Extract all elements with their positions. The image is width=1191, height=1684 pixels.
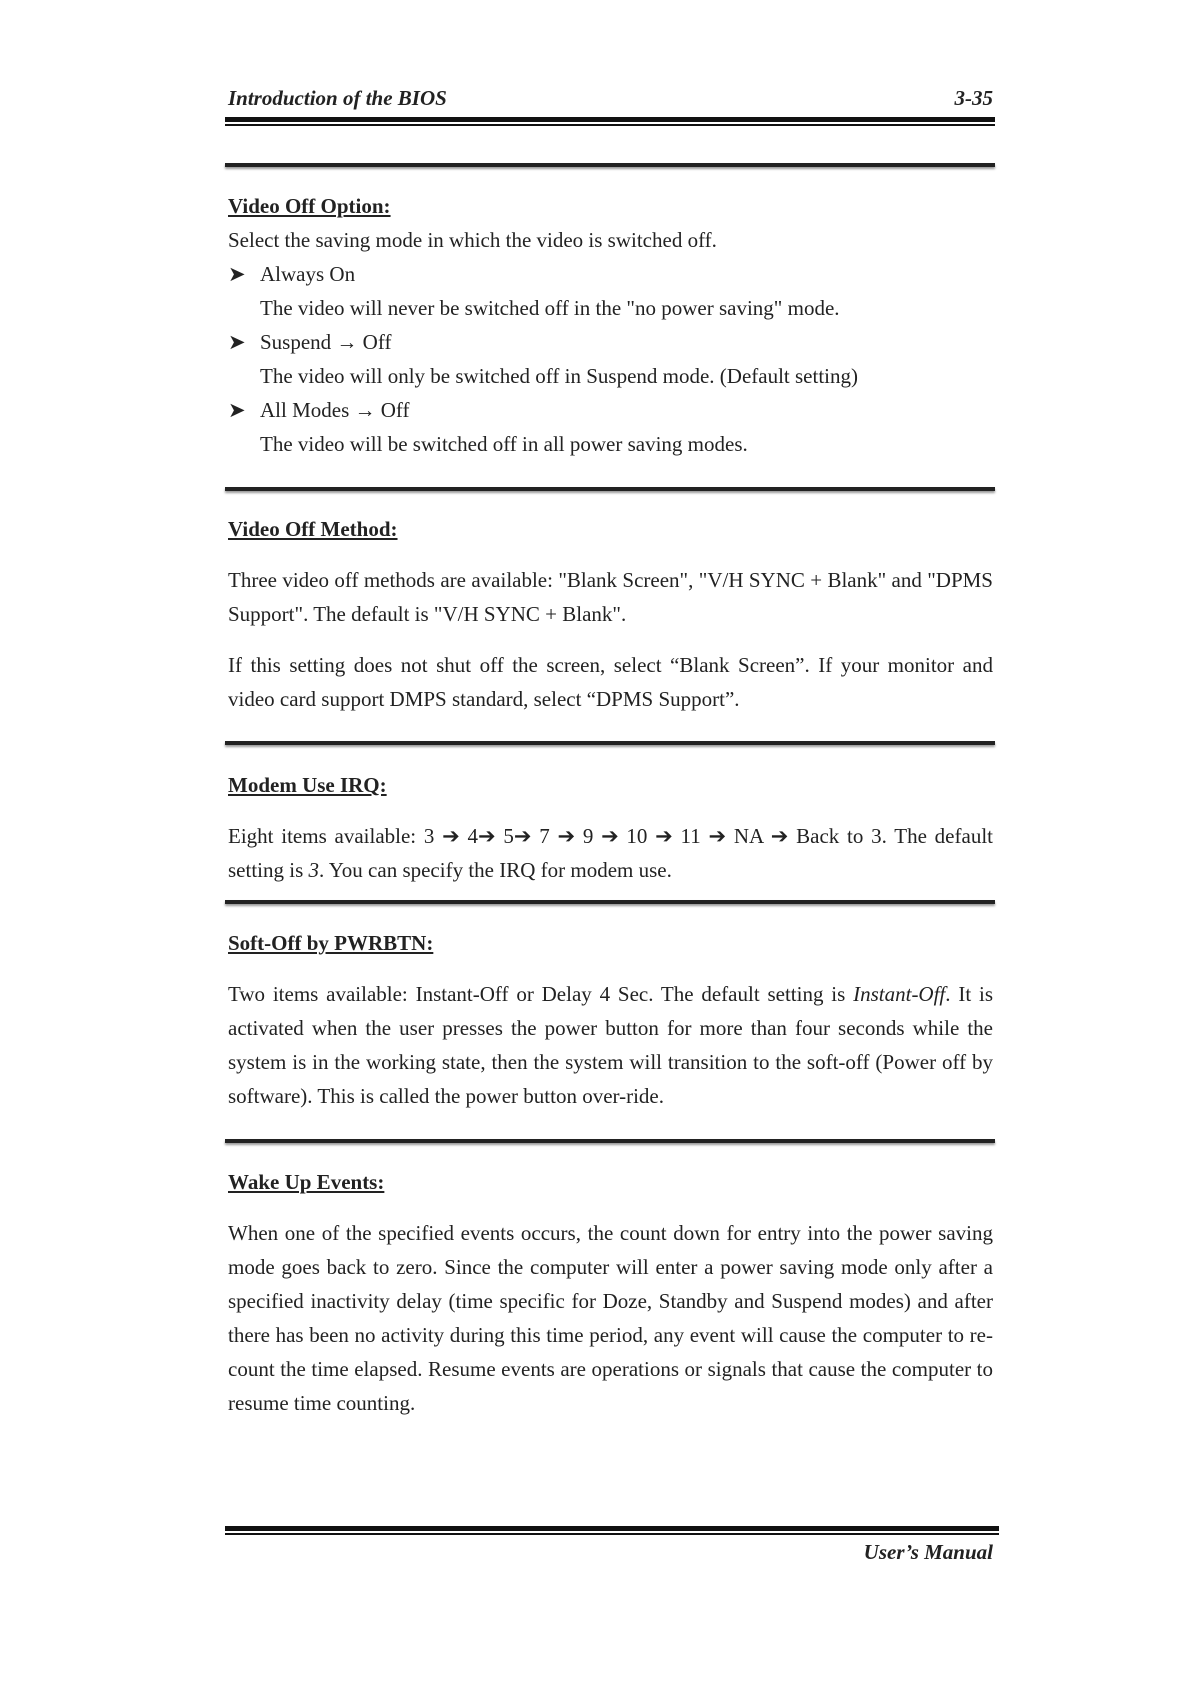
section-paragraph: [228, 977, 993, 1113]
paragraph-text: . It is activated when the user presses the power button for more than four seconds while the system is in the working state, then the system will transition to the soft-off (Power off by software). This is called the power button over-ride.: [228, 982, 993, 1108]
page-footer: User’s Manual: [863, 1540, 993, 1564]
default-value: Instant-Off: [853, 982, 946, 1006]
section-divider: [225, 741, 995, 745]
option-description: The video will never be switched off in the "no power saving" mode.: [260, 296, 840, 320]
paragraph-text: Two items available: Instant-Off or Delay 4 Sec. The default setting is: [228, 982, 854, 1006]
section-title: Soft-Off by PWRBTN:: [228, 931, 434, 955]
paragraph-text: Eight items available: 3 ➔ 4➔ 5➔ 7 ➔ 9 ➔ 10 ➔ 11 ➔ NA ➔ Back to 3. The default setting is: [228, 824, 993, 882]
option-description: The video will be switched off in all power saving modes.: [260, 432, 748, 456]
section-paragraph: When one of the specified events occurs, the count down for entry into the power saving mode goes back to zero. Since the computer will enter a power saving mode only after a specified inactivity delay (time specific for Doze, Standby and Suspend modes) and after there has been no activity during this time period, any event will cause the computer to re-count the time elapsed. Resume events are operations or signals that cause the computer to resume time counting.: [228, 1221, 993, 1415]
option-item: [228, 325, 993, 359]
default-value: 3: [308, 858, 320, 882]
arrow-bullet-icon: ➤: [228, 330, 246, 354]
option-description: The video will only be switched off in Suspend mode. (Default setting): [260, 364, 858, 388]
section-video-off-method: [228, 512, 993, 716]
arrow-bullet-icon: ➤: [228, 398, 246, 422]
header-rule: [225, 117, 995, 122]
section-divider: [225, 1139, 995, 1143]
section-divider: [225, 900, 995, 904]
section-wake-up-events: [228, 1165, 993, 1420]
chapter-title: Introduction of the BIOS: [228, 86, 447, 110]
section-paragraph: Three video off methods are available: "Blank Screen", "V/H SYNC + Blank" and "DPMS Support". The default is "V/H SYNC + Blank".: [228, 568, 993, 626]
option-item: [228, 257, 993, 291]
section-intro: Select the saving mode in which the video is switched off.: [228, 228, 717, 252]
section-modem-use-irq: [228, 768, 993, 887]
section-title: Wake Up Events:: [228, 1170, 385, 1194]
section-soft-off-by-pwrbtn: [228, 926, 993, 1113]
option-label: All Modes → Off: [260, 398, 410, 422]
section-divider: [225, 163, 995, 167]
option-item: [228, 393, 993, 427]
section-divider: [225, 487, 995, 491]
header-rule-thin: [225, 124, 995, 126]
page-header: [228, 86, 993, 116]
section-title: Video Off Option:: [228, 194, 391, 218]
section-video-off-option: [228, 189, 993, 461]
section-title: Modem Use IRQ:: [228, 773, 387, 797]
option-label: Always On: [260, 262, 356, 286]
footer-rule: [225, 1526, 999, 1531]
option-label: Suspend → Off: [260, 330, 392, 354]
footer-rule-thin: [225, 1533, 999, 1535]
arrow-bullet-icon: ➤: [228, 262, 246, 286]
section-paragraph: [228, 819, 993, 887]
page-number: 3-35: [954, 86, 993, 110]
paragraph-text: . You can specify the IRQ for modem use.: [319, 858, 672, 882]
section-paragraph: If this setting does not shut off the screen, select “Blank Screen”. If your monitor and video card support DMPS standard, select “DPMS Support”.: [228, 653, 993, 711]
section-title: Video Off Method:: [228, 517, 398, 541]
manual-page: [228, 0, 993, 1684]
